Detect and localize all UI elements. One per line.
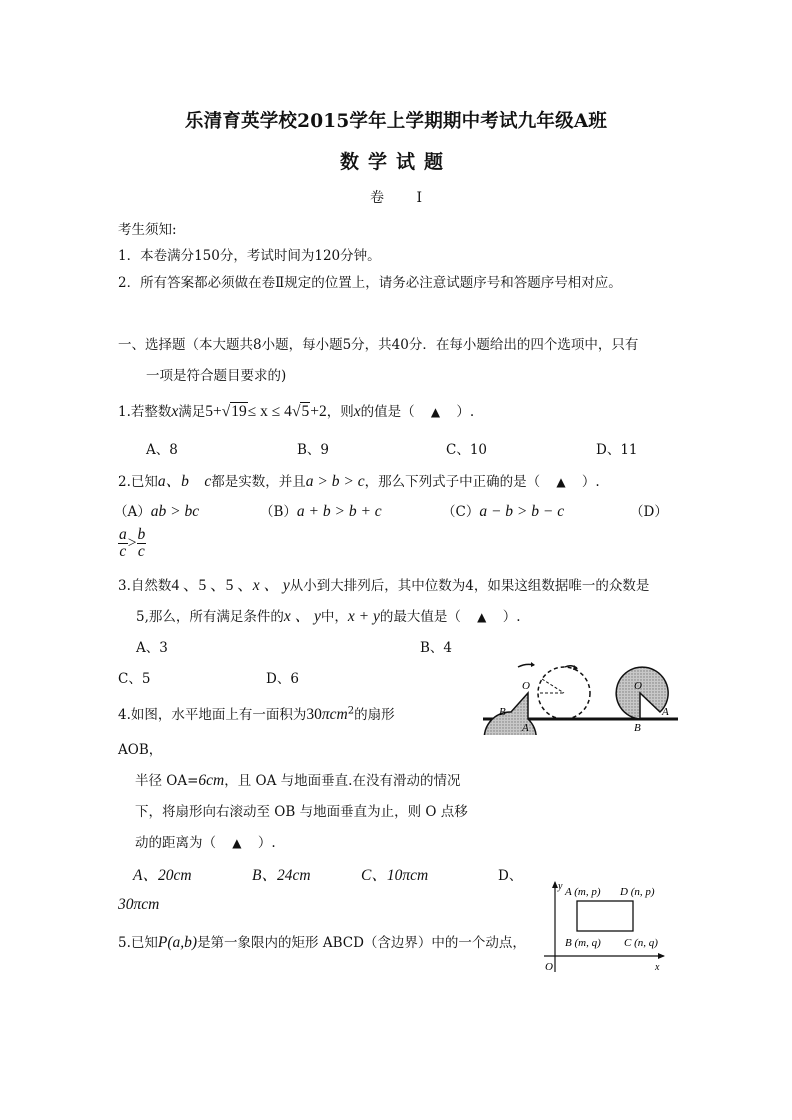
denominator: c: [119, 543, 127, 560]
q4-text: ）.: [257, 835, 276, 851]
q2-option-d-expr: [118, 527, 146, 560]
answer-triangle-icon: ▲: [556, 475, 566, 489]
q3-vars: x 、 y: [252, 577, 290, 594]
q3-text: ）.: [502, 609, 521, 625]
label-A: A: [522, 722, 529, 734]
q1-sqrt: 5: [301, 403, 310, 420]
q2-option-c: [442, 500, 564, 521]
q4-text: 动的距离为（: [135, 835, 216, 851]
q2-option-b: [260, 500, 382, 521]
question-1: [118, 400, 474, 421]
numerator: b: [137, 526, 146, 543]
q2-option-a: [114, 500, 199, 521]
q2-option-d-label: （D）: [630, 504, 668, 520]
option-expr: a + b > b + c: [296, 503, 382, 520]
answer-triangle-icon: ▲: [477, 610, 487, 624]
q3-text: 的最大值是（: [379, 609, 461, 625]
q4-radius: 6cm: [198, 772, 225, 789]
q3-text: 5,那么，所有满足条件的: [136, 609, 284, 625]
fraction: [118, 527, 128, 560]
q1-text: ，则: [326, 404, 354, 420]
label-O: O: [634, 680, 642, 692]
operator: >: [127, 534, 137, 552]
label-O: O: [522, 680, 530, 692]
q1-expr-part: ≤ x ≤ 4: [247, 403, 292, 420]
rectangle-coordinate-figure: [540, 876, 680, 976]
question-4: [118, 703, 395, 724]
q4-option-d-value: 30πcm: [118, 896, 160, 913]
notice-heading: 考生须知:: [118, 222, 177, 238]
q4-option-d-label: D、: [498, 868, 523, 884]
q2-text: ，那么下列式子中正确的是（: [364, 474, 541, 490]
rectangle-abcd: [577, 901, 633, 931]
y-axis-label: y: [558, 881, 563, 892]
q1-text: ）.: [456, 404, 475, 420]
q4-area-number: 30: [306, 706, 322, 723]
point-a-label: A (m, p): [565, 886, 601, 898]
q1-var: x: [171, 403, 179, 420]
q4-area-exponent: 2: [347, 705, 355, 717]
denominator: c: [137, 543, 145, 560]
option-expr: ab > bc: [150, 503, 200, 520]
sector-rolling-figure: [478, 655, 683, 735]
q3-numbers: 4 、5 、5 、: [171, 577, 253, 594]
q2-vars: a、b c: [157, 473, 212, 490]
q1-option-a: A、8: [146, 442, 178, 458]
q3-expr: x + y: [347, 608, 380, 625]
q4-area-unit: πcm: [321, 706, 348, 723]
point-b-label: B (m, q): [565, 937, 601, 949]
answer-triangle-icon: ▲: [430, 405, 441, 419]
point-c-label: C (n, q): [624, 937, 658, 949]
q5-point: P(a,b): [157, 934, 198, 951]
q4-text: 半径 OA=: [135, 773, 199, 789]
x-axis-arrow-icon: [658, 953, 665, 959]
q3-option-a: A、3: [136, 640, 168, 656]
question-3-cont: [136, 604, 521, 626]
q4-text: 的扇形: [354, 707, 395, 723]
exam-subtitle: 数学试题: [339, 151, 452, 173]
notice-item-1: 1．本卷满分150分，考试时间为120分钟。: [118, 248, 381, 264]
section-heading-cont: 一项是符合题目要求的): [146, 368, 287, 384]
q1-expr-part: 5+: [205, 403, 222, 420]
q4-text: ，且 OA 与地面垂直.在没有滑动的情况: [224, 773, 461, 789]
q3-text: 中，: [320, 609, 348, 625]
q3-text: 从小到大排列后，其中位数为4，如果这组数据唯一的众数是: [289, 578, 650, 594]
label-A: A: [662, 706, 669, 718]
point-d-label: D (n, p): [620, 886, 655, 898]
q1-sqrt: 19: [231, 403, 247, 420]
q3-vars: x 、 y: [283, 608, 321, 625]
answer-triangle-icon: ▲: [232, 836, 242, 850]
q1-option-d: D、11: [596, 442, 638, 458]
dashed-radius: [542, 679, 564, 693]
q4-text-line2: AOB，: [118, 742, 163, 758]
sector-right: [616, 667, 668, 719]
q4-text-line3: [135, 769, 460, 790]
q2-inequality: a > b > c: [305, 473, 365, 490]
q5-text: 5.已知: [118, 935, 158, 951]
q1-text: 的值是（: [360, 404, 415, 420]
q1-expr-part: +2: [310, 403, 327, 420]
q1-var: x: [353, 403, 361, 420]
question-3: [118, 573, 649, 595]
q2-text: 2.已知: [118, 474, 158, 490]
question-2: [118, 469, 600, 491]
option-label: （C）: [442, 504, 480, 520]
q1-option-b: B、9: [297, 442, 330, 458]
q4-text-line5: [135, 831, 276, 851]
option-label: （A）: [114, 504, 151, 520]
q4-option-a: A、20cm: [133, 867, 192, 884]
volume-label: 卷 Ⅰ: [370, 190, 436, 206]
q5-text: 是第一象限内的矩形 ABCD（含边界）中的一个动点，: [197, 935, 526, 951]
q1-option-c: C、10: [446, 442, 488, 458]
q1-text: 满足: [178, 404, 206, 420]
q3-option-b: B、4: [420, 640, 453, 656]
q4-text-line4: 下，将扇形向右滚动至 OB 与地面垂直为止，则 O 点移: [135, 804, 468, 820]
q2-text: ）.: [581, 474, 600, 490]
q1-text: 1.若整数: [118, 404, 172, 420]
q3-option-c: C、5: [118, 671, 151, 687]
question-5: [118, 931, 526, 952]
section-heading: 一、选择题（本大题共8小题，每小题5分，共40分．在每小题给出的四个选项中，只有: [118, 337, 639, 353]
origin-label: O: [545, 961, 553, 973]
arrow-head-icon: [531, 662, 535, 667]
numerator: a: [119, 526, 127, 543]
label-B: B: [634, 722, 641, 734]
q3-text: 3.自然数: [118, 578, 172, 594]
label-B: B: [499, 706, 506, 718]
q2-text: 都是实数，并且: [211, 474, 306, 490]
q1-expression: 5+√19≤ x ≤ 4√5+2: [205, 403, 327, 420]
q4-option-b: B、24cm: [252, 867, 311, 884]
x-axis-label: x: [655, 962, 660, 973]
q3-option-d: D、6: [266, 671, 299, 687]
q4-option-c: C、10πcm: [361, 867, 429, 884]
option-expr: a − b > b − c: [479, 503, 565, 520]
option-label: （B）: [260, 504, 297, 520]
q4-text: 4.如图，水平地面上有一面积为: [118, 707, 307, 723]
fraction: [137, 527, 147, 560]
exam-title: 乐清育英学校2015学年上学期期中考试九年级A班: [184, 111, 608, 132]
notice-item-2: 2．所有答案都必须做在卷Ⅱ规定的位置上，请务必注意试题序号和答题序号相对应。: [118, 275, 622, 291]
